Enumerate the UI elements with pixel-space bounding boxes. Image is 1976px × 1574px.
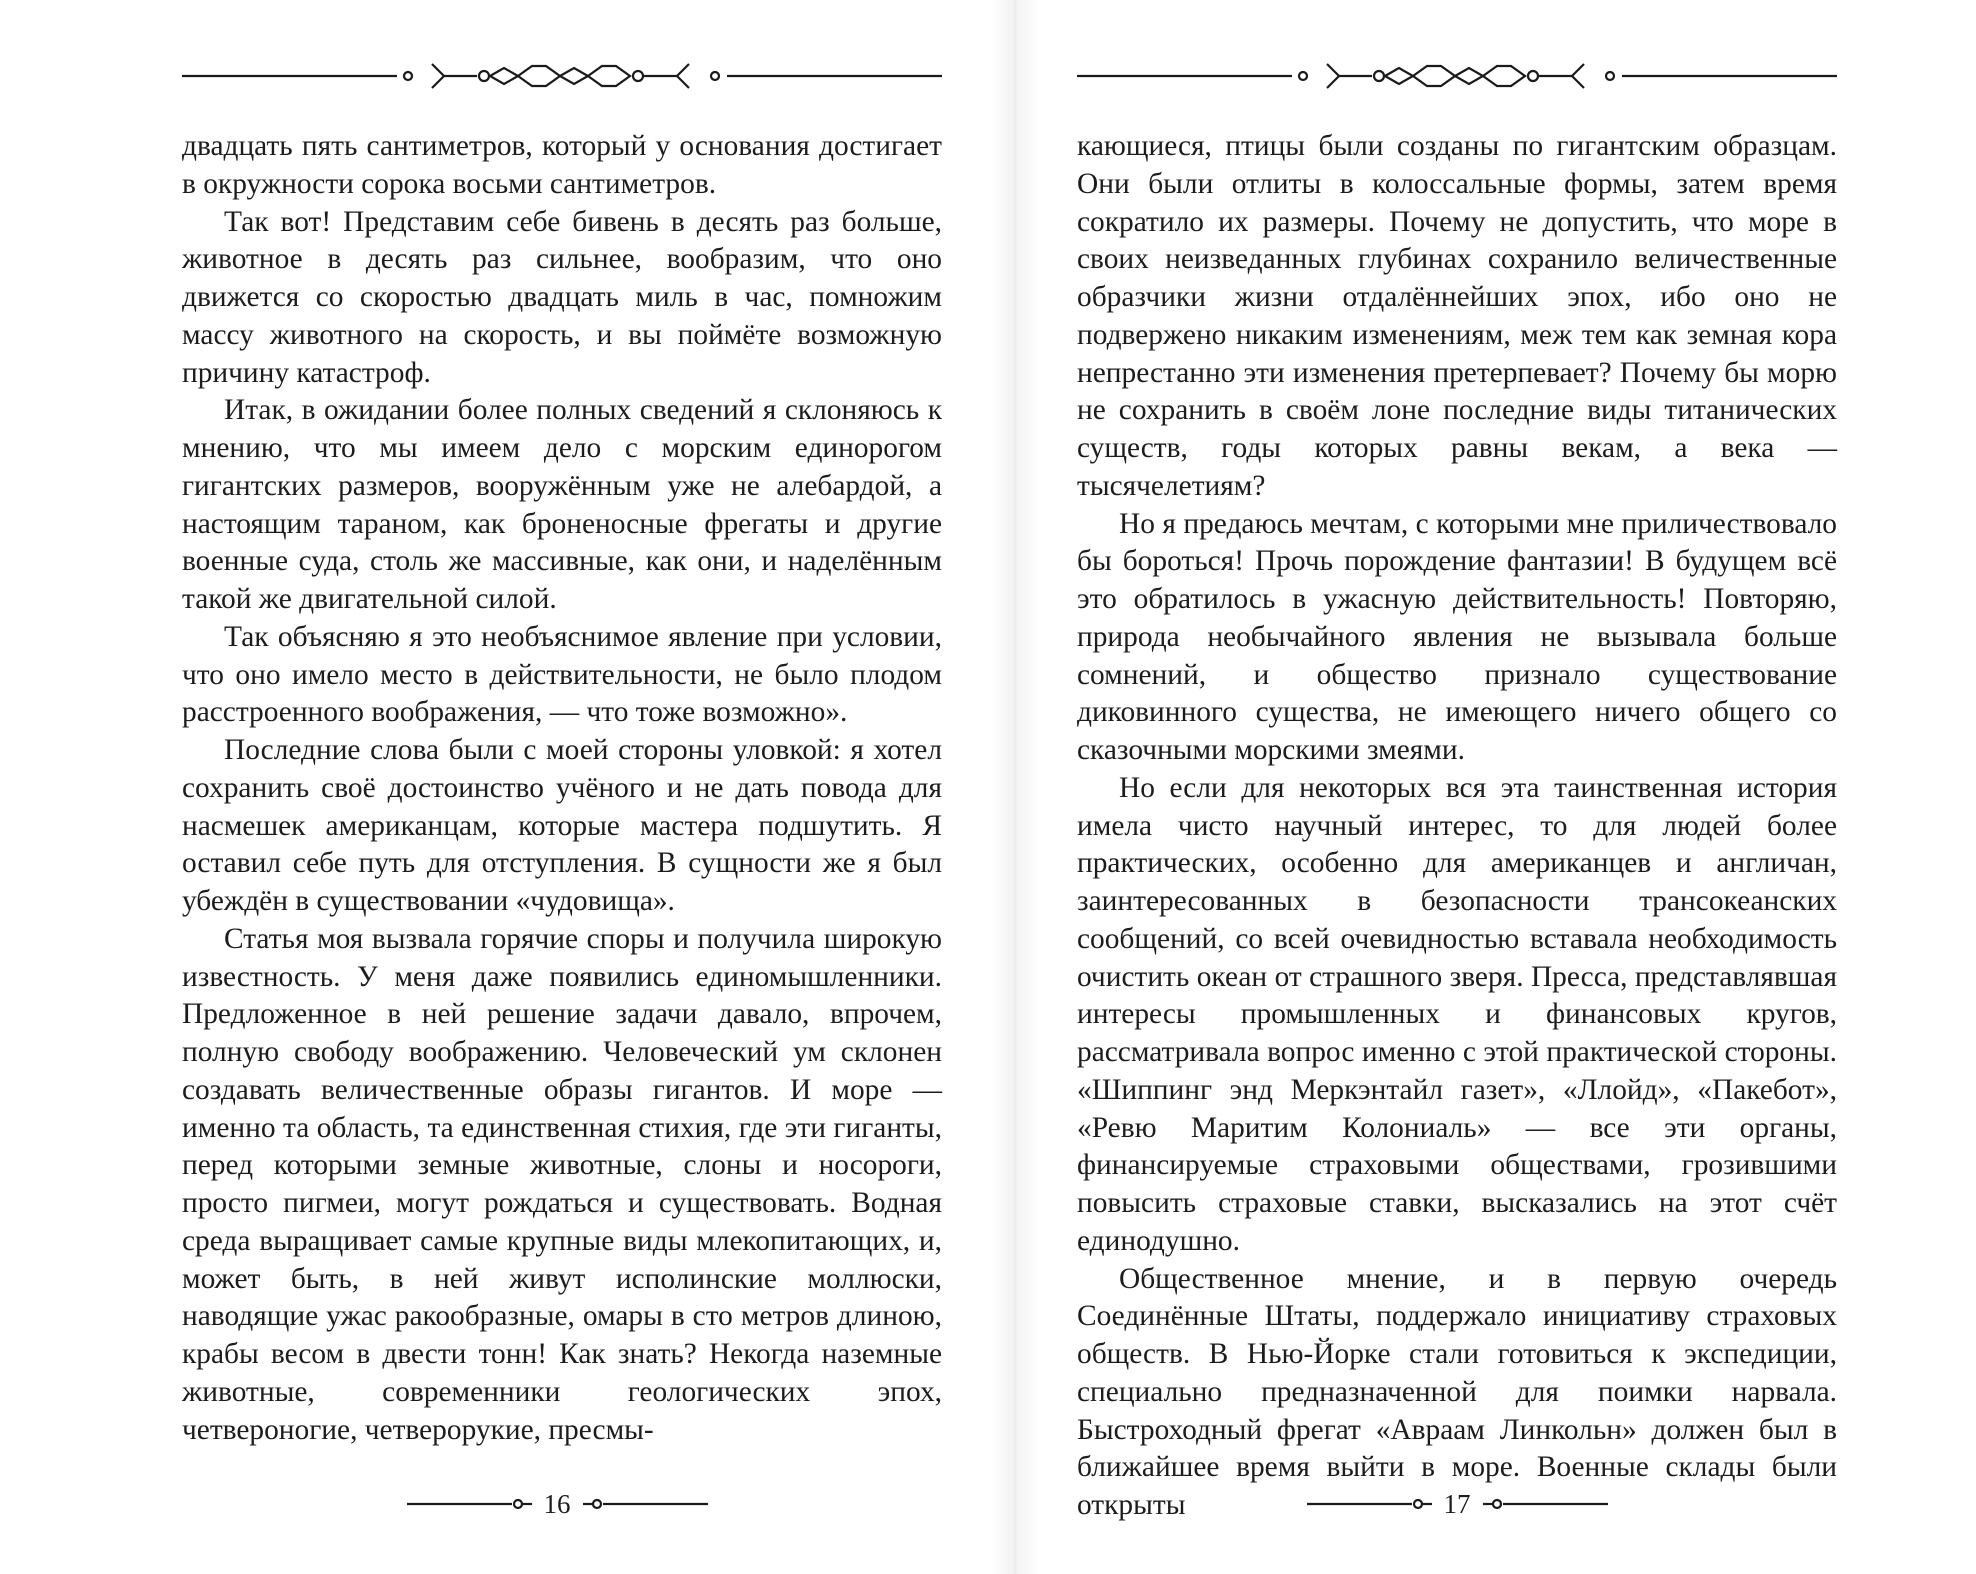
- ornament-rule-icon: [1307, 1494, 1432, 1514]
- paragraph: Последние слова были с моей стороны уловкой: я хотел сохранить своё достоинство учёного и не дать повода для насмешек американцам, которые мастера подшутить. Я оставил себе путь для отступления. В сущности же я был убеждён в существовании «чудовища».: [182, 734, 942, 917]
- paragraph: Общественное мнение, и в первую очередь Соединённые Штаты, поддержало инициативу страховых обществ. В Нью-Йорке стали готовиться к экспедиции, специально предназначенной для поимки нарвала. Быстроходный фрегат «Авраам Линкольн» должен был в ближайшее время выйти в море. Военные склады были открыты: [1077, 1262, 1837, 1521]
- paragraph: двадцать пять сантиметров, который у основания достигает в окружности сорока восьми сантиметров.: [182, 130, 942, 200]
- ornament-divider-icon: [1077, 56, 1837, 96]
- ornament-divider-icon: [182, 56, 942, 96]
- left-page-text: [182, 128, 942, 1449]
- right-page: [1077, 0, 1837, 1574]
- paragraph: кающиеся, птицы были созданы по гигантским образцам. Они были отлиты в колоссальные формы, затем время сократило их размеры. Почему не допустить, что море в своих неизведанных глубинах сохранило величественные образчики жизни отдалённейших эпох, ибо оно не подвержено никаким изменениям, меж тем как земная кора непрестанно эти изменения претерпевает? Почему бы морю не сохранить в своём лоне последние виды титанических существ, годы которых равны векам, а века — тысячелетиям?: [1077, 130, 1837, 502]
- ornament-rule-icon: [583, 1494, 708, 1514]
- ornament-rule-icon: [1483, 1494, 1608, 1514]
- paragraph: Статья моя вызвала горячие споры и получила широкую известность. У меня даже появились единомышленники. Предложенное в ней решение задачи давало, впрочем, полную свободу воображению. Человеческий ум склонен создавать величественные образы гигантов. И море — именно та область, та единственная стихия, где эти гиганты, перед которыми земные животные, слоны и носороги, просто пигмеи, могут рождаться и существовать. Водная среда выращивает самые крупные виды млекопитающих, и, может быть, в ней живут исполинские моллюски, наводящие ужас ракообразные, омары в сто метров длиною, крабы весом в двести тонн! Как знать? Некогда наземные животные, современники геологических эпох, четвероногие, четверорукие, пресмы-: [182, 922, 942, 1446]
- page-footer: [392, 1484, 722, 1524]
- ornament-rule-icon: [407, 1494, 532, 1514]
- paragraph: Но я предаюсь мечтам, с которыми мне приличествовало бы бороться! Прочь порождение фантазии! В будущем всё это обратилось в ужасную действительность! Повторяю, природа необычайного явления не вызывала больше сомнений, и общество признало существование диковинного существа, не имеющего ничего общего со сказочными морскими змеями.: [1077, 507, 1837, 766]
- page-number: 16: [543, 1489, 571, 1519]
- page-footer: [1292, 1484, 1622, 1524]
- paragraph: Итак, в ожидании более полных сведений я склоняюсь к мнению, что мы имеем дело с морским единорогом гигантских размеров, вооружённым уже не алебардой, а настоящим тараном, как броненосные фрегаты и другие военные суда, столь же массивные, как они, и наделённым такой же двигательной силой.: [182, 394, 942, 615]
- paragraph: Так объясняю я это необъяснимое явление при условии, что оно имело место в действительности, не было плодом расстроенного воображения, — что тоже возможно».: [182, 620, 942, 729]
- book-gutter: [990, 0, 1040, 1574]
- right-page-text: [1077, 128, 1837, 1525]
- page-number: 17: [1443, 1489, 1471, 1519]
- paragraph: Но если для некоторых вся эта таинственная история имела чисто научный интерес, то для людей более практических, особенно для американцев и англичан, заинтересованных в безопасности трансокеанских сообщений, со всей очевидностью вставала необходимость очистить океан от страшного зверя. Пресса, представлявшая интересы промышленных и финансовых кругов, рассматривала вопрос именно с этой практической стороны. «Шиппинг энд Меркэнтайл газет», «Ллойд», «Пакебот», «Ревю Маритим Колониаль» — все эти органы, финансируемые страховыми обществами, грозившими повысить страховые ставки, высказались на этот счёт единодушно.: [1077, 771, 1837, 1257]
- left-page: [182, 0, 942, 1574]
- paragraph: Так вот! Представим себе бивень в десять раз больше, животное в десять раз сильнее, вообразим, что оно движется со скоростью двадцать миль в час, помножим массу животного на скорость, и вы поймёте возможную причину катастроф.: [182, 205, 942, 389]
